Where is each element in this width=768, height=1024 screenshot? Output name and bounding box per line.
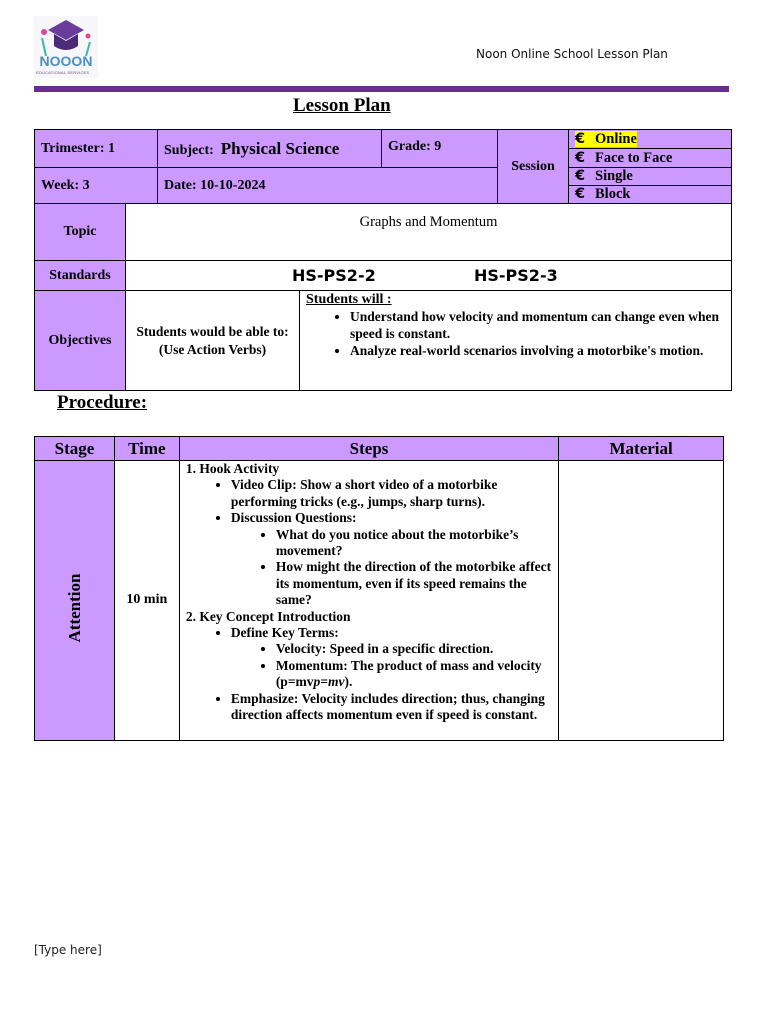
euro-checkbox-icon: € — [575, 130, 586, 147]
logo-subtitle: EDUCATIONAL SERVICES — [36, 70, 90, 75]
step-title: 2. Key Concept Introduction — [185, 608, 351, 624]
euro-checkbox-icon: € — [575, 186, 586, 202]
stage-cell — [35, 461, 115, 741]
date-label: Date: 10-10-2024 — [164, 177, 266, 193]
step-list — [186, 625, 552, 723]
objectives-content — [300, 291, 732, 391]
objectives-prompt-line: Students would be able to: — [136, 323, 289, 339]
session-option-face-to-face[interactable] — [569, 149, 732, 168]
euro-checkbox-icon: € — [575, 168, 586, 184]
step-item-text: Discussion Questions: — [230, 510, 357, 526]
standard-code: HS-PS2-2 — [292, 266, 376, 285]
header-stage: Stage — [35, 437, 115, 461]
sub-step-list — [231, 641, 552, 690]
step-item — [231, 625, 552, 691]
header-steps: Steps — [179, 437, 558, 461]
session-option-label: Online — [595, 130, 637, 147]
lesson-info-table — [34, 129, 732, 204]
topic-value: Graphs and Momentum — [126, 204, 732, 261]
session-option-label: Block — [595, 186, 631, 202]
momentum-formula: p=mv — [313, 674, 345, 690]
trimester-label: Trimester: 1 — [41, 140, 115, 156]
step-item: • Video Clip: Show a short video of a motorbike performing tricks (e.g., jumps, sharp turns). — [231, 477, 552, 510]
page-title: Lesson Plan — [293, 95, 391, 116]
grade-label: Grade: 9 — [388, 139, 442, 154]
session-option-single[interactable] — [569, 168, 732, 186]
session-cell — [498, 130, 569, 204]
svg-text:NOOON: NOOON — [39, 53, 93, 69]
step-item — [231, 510, 552, 608]
subject-value: Physical Science — [220, 138, 340, 158]
session-option-label: Face to Face — [595, 149, 673, 166]
week-cell — [35, 168, 158, 204]
header-title: Noon Online School Lesson Plan — [476, 47, 668, 61]
momentum-text: Momentum: The product of mass and velocity (p=mv — [275, 657, 542, 690]
noon-logo — [34, 16, 98, 78]
time-cell: 10 min — [114, 461, 179, 741]
objective-item: • Analyze real-world scenarios involving a motorbike's motion. — [350, 342, 725, 359]
objectives-label: Objectives — [35, 291, 126, 391]
objectives-prompt-line: (Use Action Verbs) — [158, 341, 267, 357]
week-label: Week: 3 — [41, 177, 90, 193]
footer-placeholder[interactable]: [Type here] — [34, 943, 102, 957]
steps-cell — [179, 461, 558, 741]
procedure-heading: Procedure: — [57, 392, 148, 413]
step-title: 1. Hook Activity — [185, 461, 280, 476]
header-material: Material — [559, 437, 724, 461]
procedure-table — [34, 436, 724, 741]
objective-item: • Understand how velocity and momentum can change even when speed is constant. — [350, 308, 725, 342]
standard-code: HS-PS2-3 — [474, 266, 558, 285]
euro-checkbox-icon: € — [575, 149, 586, 166]
material-cell — [559, 461, 724, 741]
step-item-text: Define Key Terms: — [230, 625, 339, 641]
objectives-list — [306, 308, 725, 359]
objectives-prompt — [126, 291, 300, 391]
session-option-online[interactable] — [569, 130, 732, 149]
sub-step-item: • Velocity: Speed in a specific direction. — [276, 641, 552, 657]
header-divider — [34, 86, 729, 92]
subject-label: Subject: — [164, 142, 214, 158]
sub-step-item: • How might the direction of the motorbike affect its momentum, even if its speed remains the same? — [276, 559, 552, 608]
students-will-heading: Students will : — [306, 292, 392, 307]
topic-label: Topic — [35, 204, 126, 261]
grade-cell — [382, 130, 498, 168]
sub-step-item: • What do you notice about the motorbike’s movement? — [276, 527, 552, 560]
step-item: • Emphasize: Velocity includes direction; thus, changing direction affects momentum even if speed is constant. — [231, 691, 552, 724]
momentum-text-end: ). — [344, 674, 353, 690]
standards-label: Standards — [35, 261, 126, 291]
session-option-label: Single — [595, 168, 633, 184]
session-option-block[interactable] — [569, 186, 732, 204]
date-cell — [158, 168, 498, 204]
trimester-cell — [35, 130, 158, 168]
step-list — [186, 477, 552, 608]
sub-step-item — [276, 658, 552, 691]
table-row — [35, 461, 724, 741]
session-label: Session — [511, 158, 555, 174]
standards-value — [126, 261, 732, 291]
header-time: Time — [114, 437, 179, 461]
stage-label: Attention — [65, 573, 84, 643]
subject-cell — [158, 130, 382, 168]
sub-step-list — [231, 527, 552, 609]
lesson-meta-table — [34, 203, 732, 391]
